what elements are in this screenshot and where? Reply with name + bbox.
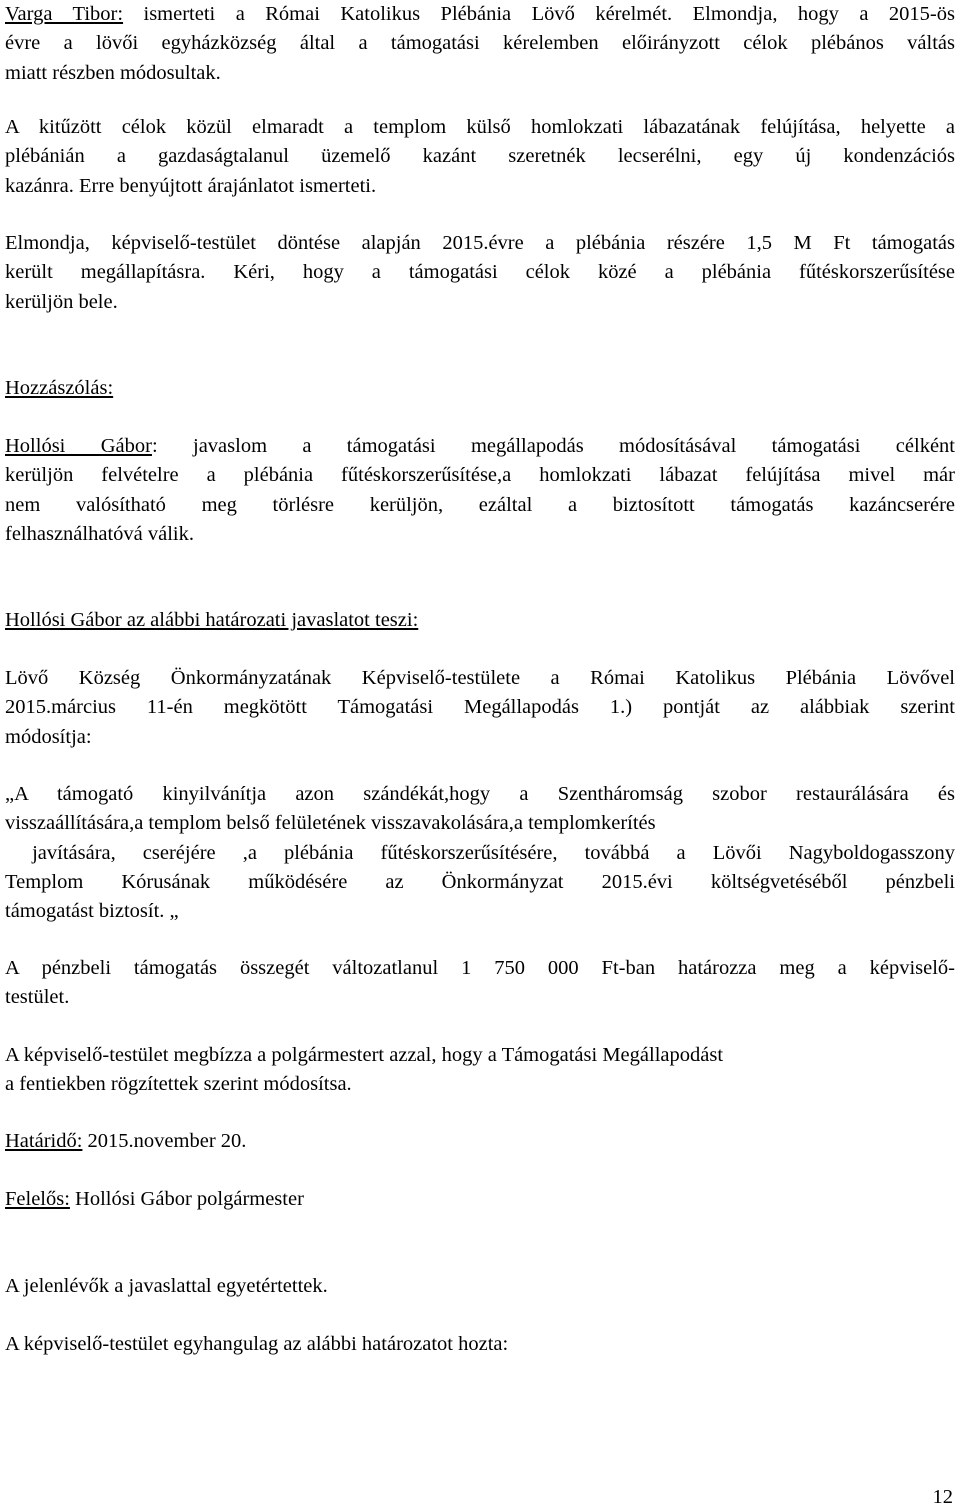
text-line: Lövő Község Önkormányzatának Képviselő-testülete a Római Katolikus Plébánia Lövővel xyxy=(5,667,955,689)
text-line: visszaállítására,a templom belső felületének visszavakolására,a templomkerítés xyxy=(5,812,656,835)
text-line: plébánián a gazdaságtalanul üzemelő kazánt szeretnék lecserélni, egy új kondenzációs xyxy=(5,145,955,168)
text-line: támogatást biztosít. „ xyxy=(5,900,179,923)
text-line: Hollósi Gábor: javaslom a támogatási megállapodás módosításával támogatási célként xyxy=(5,435,955,457)
text-line: módosítja: xyxy=(5,725,92,748)
paragraph-comment xyxy=(5,432,955,549)
text-line: javítására, cseréjére ,a plébánia fűtéskorszerűsítésére, továbbá a Lövői Nagyboldogasszony xyxy=(5,841,955,864)
paragraph-agreement xyxy=(5,1272,955,1301)
deadline-line xyxy=(5,1127,955,1156)
text-line: A kitűzött célok közül elmaradt a templom külső homlokzati lábazatának felújítása, helyette a xyxy=(5,116,955,138)
text-line: kerüljön bele. xyxy=(5,290,118,313)
paragraph-amendment-quote xyxy=(5,780,955,926)
speaker-name: Varga Tibor: xyxy=(5,3,124,25)
paragraph-amount xyxy=(5,954,955,1013)
proposal-heading: Hollósi Gábor az alábbi határozati javaslatot teszi: xyxy=(5,609,419,631)
text-line: A jelenlévők a javaslattal egyetértettek. xyxy=(5,1275,328,1297)
deadline-value: 2015.november 20. xyxy=(82,1130,247,1152)
text-line: „A támogató kinyilvánítja azon szándékát,hogy a Szentháromság szobor restaurálására és xyxy=(5,783,955,805)
paragraph-resolution xyxy=(5,664,955,752)
text-line: Varga Tibor: ismerteti a Római Katolikus Plébánia Lövő kérelmét. Elmondja, hogy a 2015-ös xyxy=(5,3,955,25)
paragraph-request xyxy=(5,0,955,88)
comments-heading: Hozzászólás: xyxy=(5,377,114,399)
responsible-label: Felelős: xyxy=(5,1188,70,1210)
comments-heading-block xyxy=(5,374,955,403)
text-line: kerüljön felvételre a plébánia fűtéskorszerűsítése,a homlokzati lábazat felújítása mivel már xyxy=(5,464,955,487)
page-number: 12 xyxy=(932,1486,953,1508)
deadline-label: Határidő: xyxy=(5,1130,83,1152)
text-line: Elmondja, képviselő-testület döntése alapján 2015.évre a plébánia részére 1,5 M Ft támogatás xyxy=(5,232,955,254)
paragraph-decision-intro xyxy=(5,1330,955,1359)
speaker-name: Hollósi Gábor xyxy=(5,435,152,457)
text-line: A képviselő-testület megbízza a polgármestert azzal, hogy a Támogatási Megállapodást xyxy=(5,1044,724,1066)
text-line: nem valósítható meg törlésre kerüljön, ezáltal a biztosított támogatás kazáncserére xyxy=(5,493,955,516)
proposal-heading-block xyxy=(5,606,955,635)
text-line: felhasználhatóvá válik. xyxy=(5,522,194,545)
text-line: miatt részben módosultak. xyxy=(5,61,221,84)
text-line: évre a lövői egyházközség által a támogatási kérelemben előirányzott célok plébános váltás xyxy=(5,32,955,55)
paragraph-mandate xyxy=(5,1041,955,1100)
text-line: A képviselő-testület egyhangulag az alábbi határozatot hozta: xyxy=(5,1333,509,1355)
text-line: 2015.március 11-én megkötött Támogatási Megállapodás 1.) pontját az alábbiak szerint xyxy=(5,696,955,719)
text-line: a fentiekben rögzítettek szerint módosítsa. xyxy=(5,1073,352,1096)
text-line: került megállapításra. Kéri, hogy a támogatási célok közé a plébánia fűtéskorszerűsítése xyxy=(5,261,955,284)
text-line: testület. xyxy=(5,986,70,1009)
paragraph-goals xyxy=(5,113,955,201)
text-line: A pénzbeli támogatás összegét változatlanul 1 750 000 Ft-ban határozza meg a képviselő- xyxy=(5,957,955,979)
responsible-line xyxy=(5,1185,955,1214)
responsible-value: Hollósi Gábor polgármester xyxy=(69,1188,304,1210)
paragraph-funding xyxy=(5,229,955,317)
text-line: kazánra. Erre benyújtott árajánlatot ismerteti. xyxy=(5,174,377,197)
text-line: Templom Kórusának működésére az Önkormányzat 2015.évi költségvetéséből pénzbeli xyxy=(5,870,955,893)
